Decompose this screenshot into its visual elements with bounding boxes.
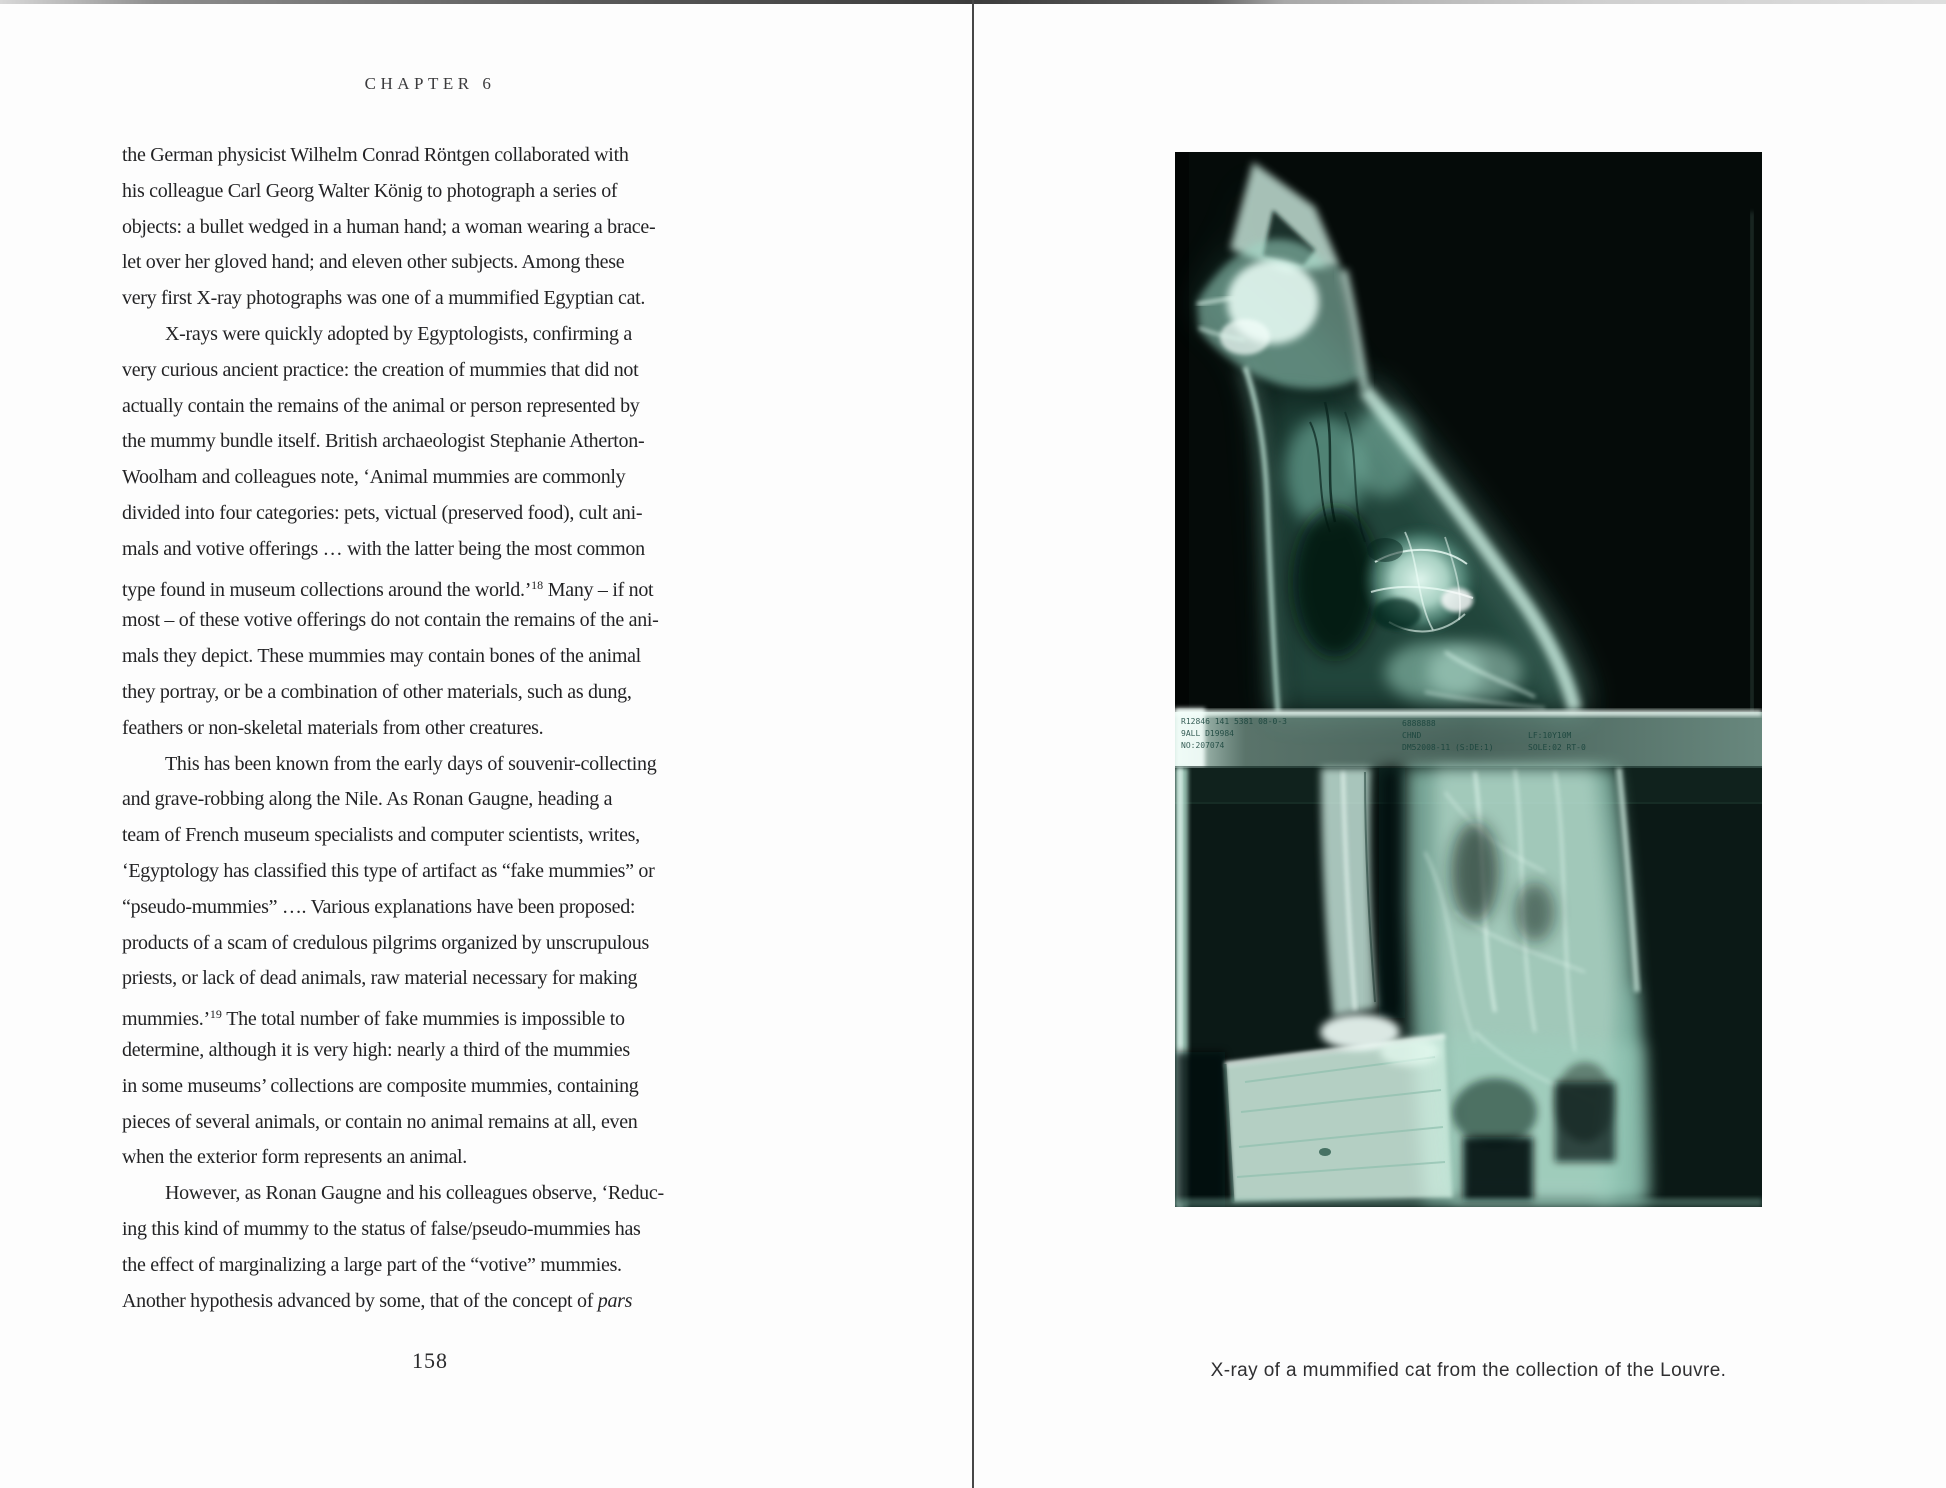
text-line: the German physicist Wilhelm Conrad Röntgen collaborated with — [122, 144, 629, 166]
figure-caption: X-ray of a mummified cat from the collection of the Louvre. — [1210, 1360, 1727, 1381]
text-line: and grave-robbing along the Nile. As Ronan Gaugne, heading a — [122, 788, 613, 811]
film-marking: SOLE:02 RT-0 — [1528, 743, 1586, 752]
text-line: feathers or non-skeletal materials from other creatures. — [122, 716, 544, 739]
footnote-reference: 19 — [209, 1007, 222, 1022]
text-line: his colleague Carl Georg Walter König to photograph a series of — [122, 179, 618, 202]
text-line: ing this kind of mummy to the status of false/pseudo-mummies has — [122, 1217, 641, 1240]
xray-figure — [1175, 152, 1762, 1207]
page-number: 158 — [412, 1348, 448, 1373]
text-line: most – of these votive offerings do not contain the remains of the ani- — [122, 609, 659, 632]
text-line: when the exterior form represents an animal. — [122, 1146, 467, 1169]
text-line: pieces of several animals, or contain no animal remains at all, even — [122, 1110, 638, 1133]
text-line: However, as Ronan Gaugne and his colleagues observe, ‘Reduc- — [165, 1182, 664, 1205]
text-line: the effect of marginalizing a large part of the “votive” mummies. — [122, 1253, 622, 1276]
text-line: priests, or lack of dead animals, raw material necessary for making — [122, 967, 638, 990]
text-segment: type found in museum collections around the world.’ — [122, 578, 532, 601]
film-marking: LF:10Y10M — [1528, 731, 1572, 740]
text-line: objects: a bullet wedged in a human hand; a woman wearing a brace- — [122, 215, 656, 238]
text-line: very curious ancient practice: the creation of mummies that did not — [122, 358, 639, 381]
body-text — [122, 138, 738, 1319]
text-line: determine, although it is very high: nearly a third of the mummies — [122, 1038, 630, 1061]
film-marking: NO:207074 — [1181, 741, 1225, 750]
text-line: in some museums’ collections are composite mummies, containing — [122, 1074, 639, 1097]
film-marking: R12846 141 5381 08-0-3 — [1181, 717, 1287, 726]
text-line: “pseudo-mummies” …. Various explanations have been proposed: — [122, 895, 636, 918]
text-line: the mummy bundle itself. British archaeologist Stephanie Atherton- — [122, 430, 645, 453]
film-marking: DM52008-11 (S:DE:1) — [1402, 743, 1494, 752]
text-line: let over her gloved hand; and eleven other subjects. Among these — [122, 251, 625, 274]
text-segment: The total number of fake mummies is impossible to — [221, 1008, 625, 1031]
text-line: they portray, or be a combination of other materials, such as dung, — [122, 680, 632, 703]
mummified-cat-xray — [1175, 152, 1762, 1207]
text-line: This has been known from the early days of souvenir-collecting — [165, 752, 657, 775]
text-line-with-footnote — [122, 568, 738, 604]
chapter-header: CHAPTER 6 — [364, 74, 496, 93]
page-gutter-line — [972, 0, 974, 1488]
text-line: X-rays were quickly adopted by Egyptologists, confirming a — [165, 322, 632, 345]
text-line: mals they depict. These mummies may contain bones of the animal — [122, 645, 641, 668]
text-line: divided into four categories: pets, victual (preserved food), cult ani- — [122, 501, 643, 524]
text-line: ‘Egyptology has classified this type of artifact as “fake mummies” or — [122, 859, 655, 882]
film-marking: 9ALL D19984 — [1181, 729, 1234, 738]
film-marking: 6888888 — [1402, 719, 1436, 728]
text-segment: Many – if not — [543, 578, 654, 601]
film-marking: CHND — [1402, 731, 1422, 740]
text-line: team of French museum specialists and computer scientists, writes, — [122, 824, 640, 847]
footnote-reference: 18 — [531, 577, 544, 592]
text-line: products of a scam of credulous pilgrims organized by unscrupulous — [122, 931, 649, 954]
text-line: very first X-ray photographs was one of a mummified Egyptian cat. — [122, 287, 646, 310]
text-line — [122, 1284, 738, 1320]
text-segment: mummies.’ — [122, 1008, 210, 1031]
text-line: Woolham and colleagues note, ‘Animal mummies are commonly — [122, 466, 626, 489]
film-seam — [1175, 708, 1762, 770]
italic-term: pars — [597, 1289, 633, 1312]
text-line-with-footnote — [122, 997, 738, 1033]
text-segment: Another hypothesis advanced by some, that of the concept of — [122, 1289, 598, 1312]
text-line: actually contain the remains of the animal or person represented by — [122, 394, 640, 417]
text-line: mals and votive offerings … with the latter being the most common — [122, 537, 645, 560]
